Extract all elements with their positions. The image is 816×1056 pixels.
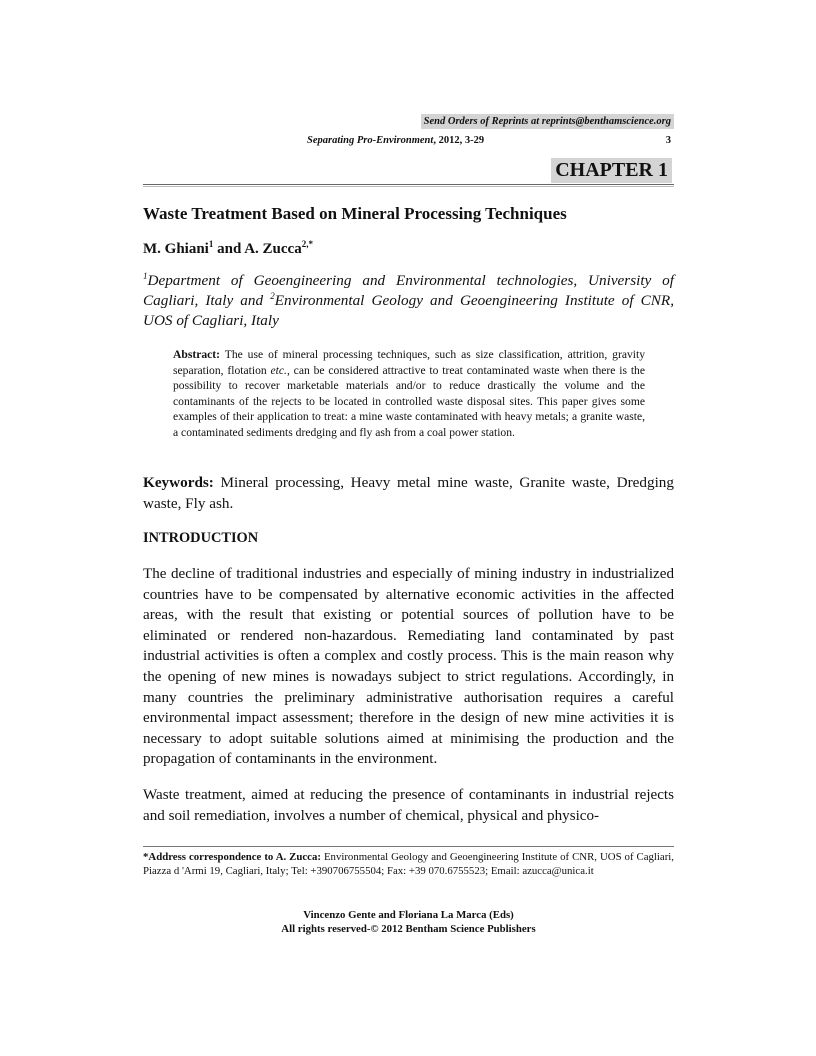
affiliations	[143, 271, 674, 331]
page-number: 3	[665, 135, 671, 146]
footnote-text: Environmental Geology and Geoengineering Institute of CNR, UOS of Cagliari, Piazza d 'Armi 19, Cagliari, Italy; Tel: +390706755504; Fax: +39 070.6755523; Email: azucca@unica.it	[143, 851, 674, 877]
intro-paragraph-2: Waste treatment, aimed at reducing the presence of contaminants in industrial rejects and soil remediation, involves a number of chemical, physical and physico-	[143, 787, 674, 824]
keywords-text: Mineral processing, Heavy metal mine waste, Granite waste, Dredging waste, Fly ash.	[143, 474, 674, 512]
reprints-notice: Send Orders of Reprints at reprints@benthamscience.org	[421, 114, 674, 129]
affil-2: Environmental Geology and Geoengineering Institute of CNR, UOS of Cagliari, Italy	[143, 292, 675, 329]
section-heading-introduction: INTRODUCTION	[143, 530, 259, 546]
journal-citation	[307, 134, 484, 147]
intro-paragraph-1: The decline of traditional industries and especially of mining industry in industrialized countries have to be compensated by alternative economic activities in the affected areas, with the result that existing or potential sources of pollution have to be eliminated or rendered non-hazardous. Remediating land contaminated by past industrial activities is often a complex and costly process. This is the main reason why the opening of new mines is nowadays subject to strict regulations. Accordingly, in many countries the preliminary administrative authorisation requires a careful environmental impact assessment; therefore in the design of new mine activities it is necessary to adopt suitable solutions aimed at minimising the production and the propagation of contaminants in the environment.	[143, 566, 674, 768]
abstract-text-italic: etc.	[270, 363, 287, 377]
article-title: Waste Treatment Based on Mineral Processing Techniques	[143, 204, 567, 223]
abstract-text-2: , can be considered attractive to treat contaminated waste when there is the possibility to recover marketable materials and/or to reduce drastically the volume and the contaminants of the rejects to be located in controlled waste disposal sites. This paper gives some examples of their application to treat: a mine waste contaminated with heavy metals; a granite waste, a contaminated sediments dredging and fly ash from a coal power station.	[173, 363, 645, 439]
author-1-affil-sup: 1	[208, 239, 214, 249]
affil-sup-1: 1	[143, 271, 148, 281]
rights-line: All rights reserved-© 2012 Bentham Science Publishers	[281, 922, 536, 935]
affil-sup-2: 2	[270, 291, 275, 301]
abstract-text-1: The use of mineral processing techniques, such as size classification, attrition, gravity separation, flotation	[173, 348, 645, 377]
keywords	[143, 473, 674, 514]
author-list	[143, 239, 313, 259]
keywords-label: Keywords:	[143, 474, 214, 491]
author-2: and A. Zucca	[213, 241, 302, 257]
footer	[143, 909, 674, 936]
editors-line: Vincenzo Gente and Floriana La Marca (Eds)	[303, 909, 514, 921]
footnote-rule	[143, 846, 674, 847]
footnote-label: *Address correspondence to A. Zucca:	[143, 851, 321, 863]
journal-details: , 2012, 3-29	[433, 135, 485, 146]
chapter-label: CHAPTER 1	[551, 158, 672, 183]
header-rule	[143, 184, 674, 187]
abstract	[173, 347, 645, 441]
author-1: M. Ghiani	[143, 241, 209, 257]
affil-1: Department of Geoengineering and Environmental technologies, University of Cagliari, Italy and	[143, 272, 674, 309]
journal-title: Separating Pro-Environment	[307, 135, 434, 146]
abstract-label: Abstract:	[173, 348, 221, 361]
author-2-affil-sup: 2,*	[301, 239, 313, 249]
correspondence-footnote	[143, 850, 674, 878]
